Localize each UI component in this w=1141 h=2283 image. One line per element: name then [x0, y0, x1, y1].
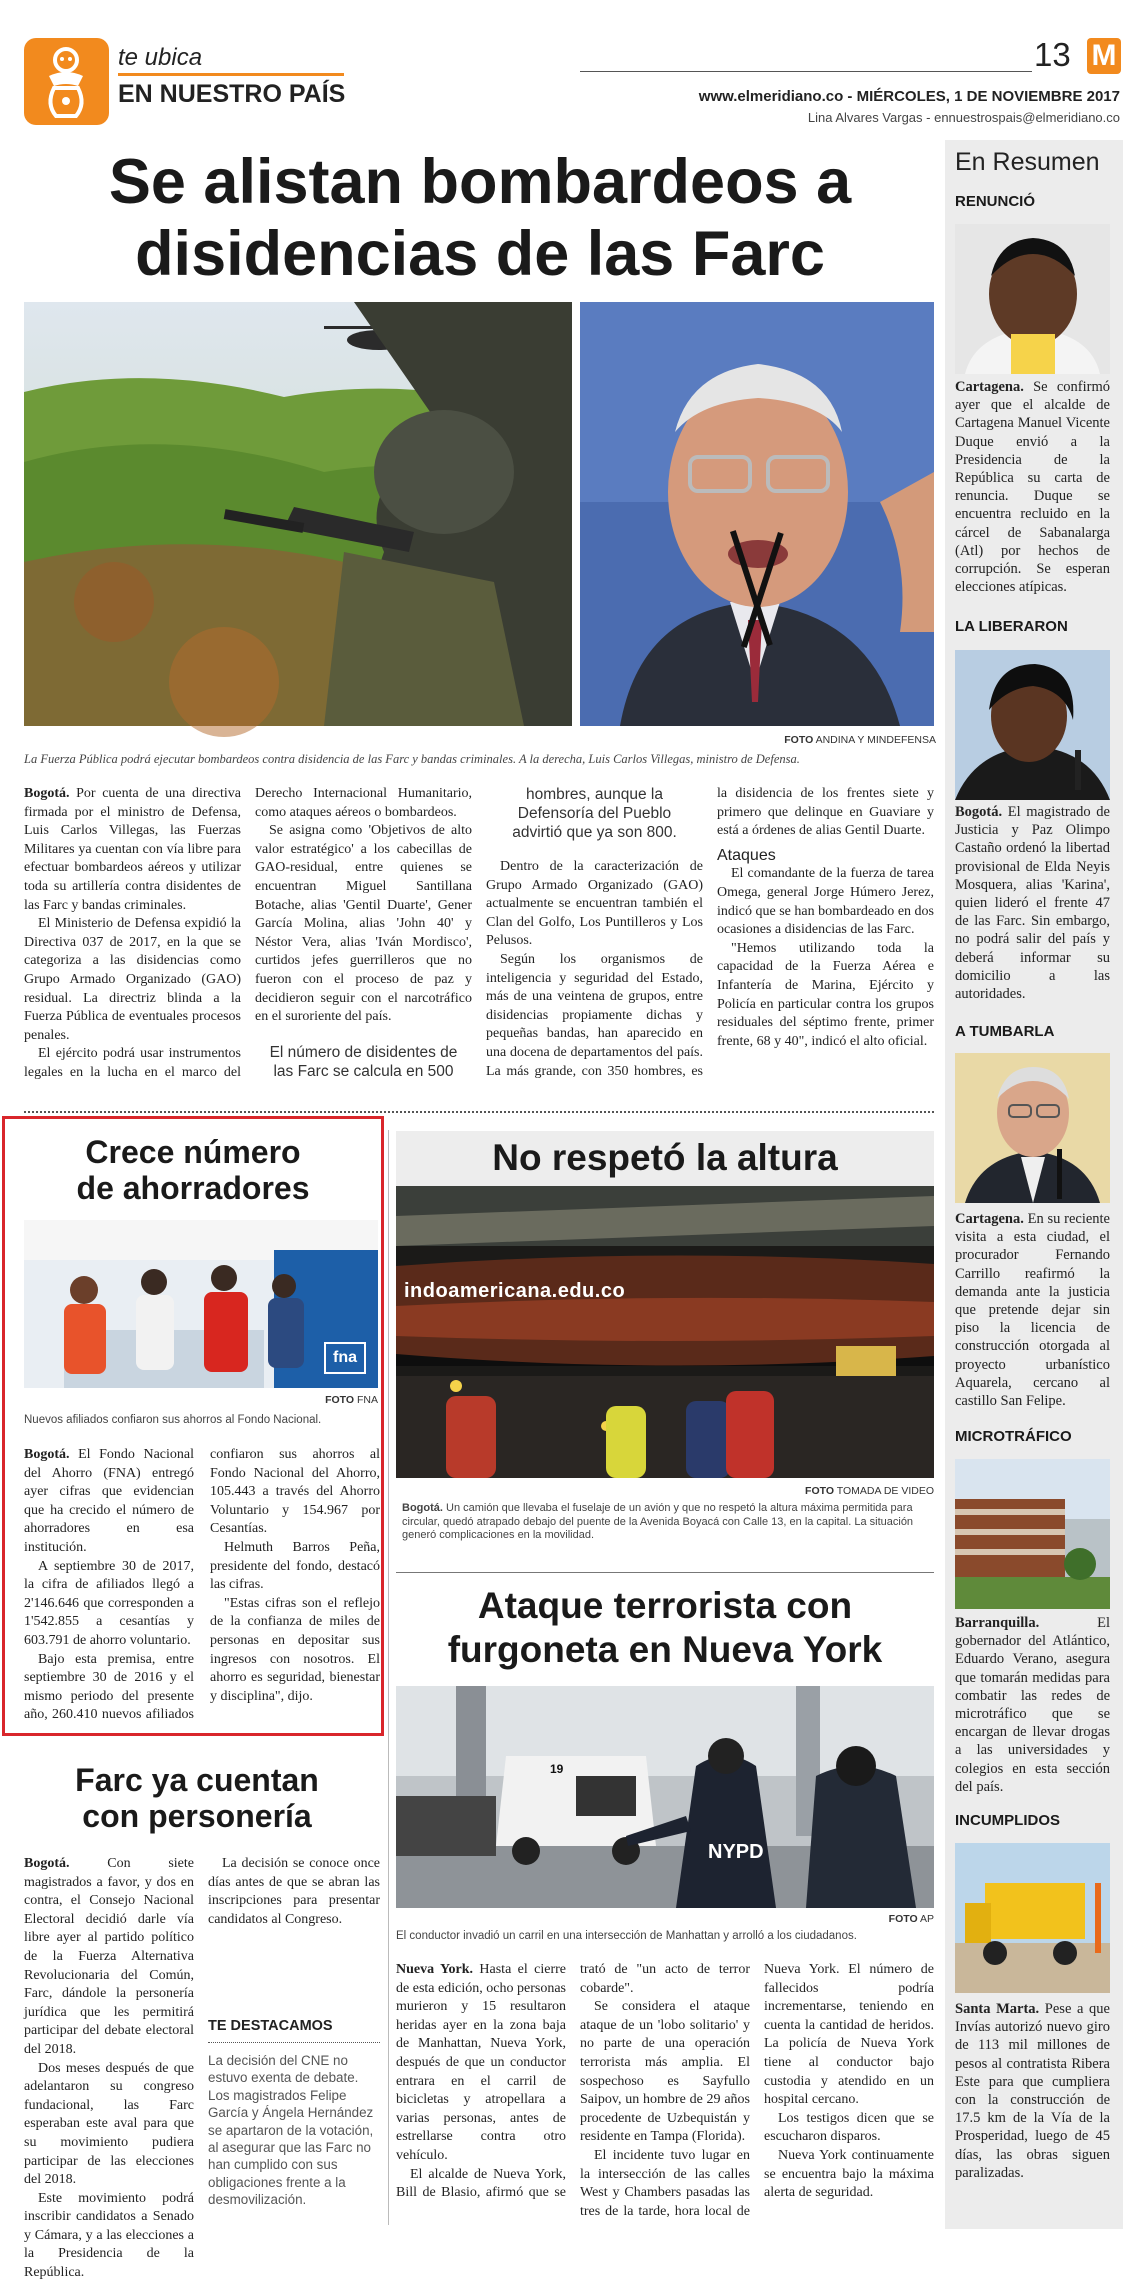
main-story-body: Bogotá. Por cuenta de una directiva firmada por el ministro de Defensa, Luis Carlos Villegas, las Fuerzas Militares ya cuentan con vía libre para efectuar bombardeos aéreos y utilizar toda su artillería contra disidentes de las Farc y bandas criminales. El Ministerio de Defensa expidió la Directiva 037 de 2017, en la que se categoriza a las disidencias como Grupo Armado Organizado (GAO) residual. La directriz blinda a la Fuerza Pública de eventuales procesos penales. El ejército podrá usar instrumentos legales en la lucha en el marco del Derecho Internacional Humanitario, como ataques aéreos o bombardeos. Se asigna como 'Objetivos de alto valor estratégico' a los cabecillas de GAO-residual, entre quienes se encuentran Miguel Santillana Botache, alias 'Gentil Duarte', Gener García Molina, alias 'John 40' y Néstor Vera, alias 'Iván Mordisco', curtidos jefes guerrilleros que no fueron con el proceso de paz y decidieron seguir con el narcotráfico en el suroriente del país. El número de disidentes de las Farc se calcula en 500 hombres, aunque la Defensoría del Pueblo advirtió que ya son 800. Dentro de la caracterización de Grupo Armado Organizado (GAO) actualmente se encuentran también el Clan del Golfo, Los Puntilleros y Los Pelusos. Según los organismos de inteligencia y seguridad del Estado, más de una veintena de grupos, entre disidencias propiamente dichas y pequeñas bandas, han aparecido en una docena de departamentos del país. La más grande, con 350 hombres, es la disidencia de los frentes siete y primero que delinque en Guaviare y está a órdenes de alias Gentil Duarte. Ataques El comandante de la fuerza de tarea Omega, general Jorge Húmero Jerez, indicó que se han bombardeado en dos ocasiones a disidencias de las Farc. "Hemos utilizando toda la capacidad de la Fuerza Aérea e Infantería de Marina, Ejército y Policía en particular contra los grupos residuales del séptimo frente, primer frente, 68 y 40", indicó el alto oficial. — [24, 785, 934, 1097]
page-number: 13 — [1034, 36, 1071, 73]
dateline: Bogotá. — [24, 786, 70, 801]
personeria-body-col2: La decisión se conoce once días antes de que se abran las inscripciones para presentar candidatos al Congreso. — [208, 1856, 380, 1927]
main-headline: Se alistan bombardeos a disidencias de las Farc — [108, 147, 852, 289]
sidebar-label-liberaron: LA LIBERARON — [955, 618, 1068, 635]
highlight-rule — [208, 2042, 380, 2043]
section-rule — [118, 73, 344, 76]
byline: Lina Alvares Vargas - ennuestrospais@elmeridiano.co — [807, 110, 1120, 125]
height-caption: Bogotá. Un camión que llevaba el fuselaje de un avión y que no respetó la altura máxima permitida para circular, quedó atrapado debajo del puente de la Avenida Boyacá con Calle 13, en la capital. La situación generó complicaciones en la movilidad. — [402, 1502, 914, 1541]
savers-headline: Crece número de ahorradores — [76, 1134, 310, 1206]
section-logo — [24, 38, 109, 125]
header-rule — [580, 71, 1032, 72]
sidebar-text-renuncio: Cartagena. Se confirmó ayer que el alcalde de Cartagena Manuel Vicente Duque envió a la Presidencia de la República su carta de renuncia. Duque se encuentra recluido en la cárcel de Sabanalarga (Atl) por hechos de corrupción. Se esperan elecciones atípicas. — [955, 379, 1110, 596]
highlight-title: TE DESTACAMOS — [208, 2018, 333, 2034]
dump-truck-photo — [955, 1843, 1110, 1993]
brand-logo: M — [1087, 38, 1121, 74]
sidebar-label-incumplidos: INCUMPLIDOS — [955, 1812, 1060, 1829]
main-caption: La Fuerza Pública podrá ejecutar bombardeos contra disidencia de las Farc y bandas criminales. A la derecha, Luis Carlos Villegas, ministro de Defensa. — [24, 752, 800, 766]
height-headline: No respetó la altura — [492, 1137, 838, 1178]
sidebar-label-microtrafico: MICROTRÁFICO — [955, 1428, 1072, 1445]
personeria-body-col1: Bogotá. Con siete magistrados a favor, y dos en contra, el Consejo Nacional Electoral decidió darle vía libre ayer al partido político de la Fuerza Alternativa Revolucionaria del Común, Farc, dándole la personería jurídica que les permitirá participar del debate electoral del 2018. Dos meses después de que adelantaron su congreso fundacional, las Farc esperaban este aval para que su movimiento pudiera participar de las elecciones del 2018. Este movimiento podrá inscribir candidatos a Senado y Cámara, y a las elecciones a la Presidencia de la República. — [24, 1856, 194, 2281]
sidebar-text-incumplidos: Santa Marta. Pese a que Invías autorizó nuevo giro de 113 mil millones de pesos al contratista Ribera Este para que cumpliera con la construcción de 17.5 km de la Vía de la Prosperidad, luego de 45 días, las obras siguen paralizadas. — [955, 2001, 1110, 2181]
column-divider — [388, 1130, 389, 2225]
main-photo-credit: FOTO ANDINA Y MINDEFENSA — [784, 734, 936, 746]
ny-body: Nueva York. Hasta el cierre de esta edición, ocho personas murieron y 15 resultaron heridas ayer en la zona baja de Manhattan, Nueva York, después de que un conductor entrara en el carril de bicicletas y atropellara a varias personas, antes de estrellarse contra otro vehículo. El alcalde de Nueva York, Bill de Blasio, afirmó que se trató de "un acto de terror cobarde". Se considera el ataque ataque de un 'lobo solitario' y no parte de una operación terrorista más amplia. El sospechoso es Sayfullo Saipov, un hombre de 29 años procedente de Uzbequistán y residente en Tampa (Florida). El incidente tuvo lugar en la intersección de las calles West y Chambers pasadas las tres de la tarde, hora local de Nueva York. El número de fallecidos podría incrementarse, teniendo en cuenta la cantidad de heridos. La policía de Nueva York tiene al conductor bajo custodia y atendido en un hospital cercano. Los testigos dicen que se escucharon disparos. Nueva York continuamente se encuentra bajo la máxima alerta de seguridad. — [396, 1962, 934, 2219]
military-helicopter-photo — [24, 302, 572, 726]
site-date: www.elmeridiano.co - MIÉRCOLES, 1 DE NOVIEMBRE 2017 — [698, 88, 1120, 105]
ny-caption: El conductor invadió un carril en una intersección de Manhattan y arrolló a los ciudadanos. — [396, 1930, 857, 1942]
subhead-ataques: Ataques — [717, 846, 776, 864]
sidebar-text-liberaron: Bogotá. El magistrado de Justicia y Paz Olimpo Castaño ordenó la libertad provisional de Elda Neyis Mosquera, alias 'Karina', quien lideró el frente 47 de las Farc. Sin embargo, no podrá salir del país y deberá informar su domicilio a las autoridades. — [955, 804, 1110, 1003]
vase-mascot-icon — [24, 38, 109, 125]
personeria-headline: Farc ya cuentan con personería — [75, 1762, 319, 1834]
nypd-scene-photo — [396, 1686, 934, 1908]
minister-portrait-photo — [580, 302, 934, 726]
section-kicker: te ubica — [118, 44, 203, 71]
savers-body: Bogotá. El Fondo Nacional del Ahorro (FNA) entregó ayer cifras que evidencian que ha crecido el número de ahorradores en esa institución. A septiembre 30 de 2017, la cifra de afiliados llegó a 2'146.646 que corresponden a 1'542.855 a cesantías y 603.791 de ahorro voluntario. Bajo esta premisa, entre septiembre 30 de 2016 y el mismo periodo del presente año, 260.410 nuevos afiliados confiaron sus ahorros al Fondo Nacional del Ahorro, 105.443 a través del Ahorro Voluntario y 154.967 por Cesantías. Helmuth Barros Peña, presidente del fondo, destacó las cifras. "Estas cifras son el reflejo de la confianza de miles de personas en depositar sus ingresos con nosotros. El ahorro es seguridad, bienestar y disciplina", dijo. — [24, 1447, 380, 1723]
main-story-separator — [24, 1111, 934, 1113]
karina-portrait-photo — [955, 650, 1110, 800]
highlight-text: La decisión del CNE no estuvo exenta de debate. Los magistrados Felipe García y Ángela Hernández se apartaron de la votación, al asegurar que las Farc no han cumplido con sus obligaciones frente a la desmovilización. — [208, 2053, 374, 2208]
savers-photo — [24, 1220, 378, 1388]
savers-caption: Nuevos afiliados confiaron sus ahorros al Fondo Nacional. — [24, 1414, 322, 1426]
ny-headline: Ataque terrorista con furgoneta en Nueva York — [447, 1585, 883, 1670]
sidebar-text-tumbarla: Cartagena. En su reciente visita a esta ciudad, el procurador Fernando Carrillo reafirmó la demanda ante la justicia que pretende dejar sin piso la licencia de construcción otorgada al proyecto urbanístico Aquarela, cercano al castillo San Felipe. — [955, 1211, 1110, 1410]
height-separator — [396, 1572, 934, 1573]
sidebar-label-tumbarla: A TUMBARLA — [955, 1023, 1055, 1040]
truck-fuselage-photo — [396, 1186, 934, 1478]
ny-photo-credit: FOTO AP — [888, 1913, 934, 1925]
sidebar-text-microtrafico: Barranquilla. El gobernador del Atlántico, Eduardo Verano, asegura que tomarán medidas para combatir las redes de microtráfico que se encargan de llevar drogas a las universidades y colegios en esta sección del país. — [955, 1615, 1110, 1795]
procurador-portrait-photo — [955, 1053, 1110, 1203]
sidebar-label-renuncio: RENUNCIÓ — [955, 193, 1036, 210]
nypd-vest-text: NYPD — [708, 1841, 764, 1863]
truck-number: 19 — [550, 1762, 564, 1776]
university-building-photo — [955, 1459, 1110, 1609]
pull-quote: El número de disidentes de las Farc se calcula en 500 hombres, aunque la Defensoría del Pueblo advirtió que ya son 800. — [269, 786, 677, 1080]
section-title: EN NUESTRO PAÍS — [118, 80, 346, 108]
fna-logo: fna — [324, 1342, 366, 1374]
savers-photo-credit: FOTO FNA — [325, 1394, 378, 1406]
sidebar-title: En Resumen — [955, 148, 1100, 176]
fuselage-text: indoamericana.edu.co — [404, 1280, 626, 1302]
height-photo-credit: FOTO TOMADA DE VIDEO — [805, 1485, 934, 1497]
mayor-portrait-photo — [955, 224, 1110, 374]
